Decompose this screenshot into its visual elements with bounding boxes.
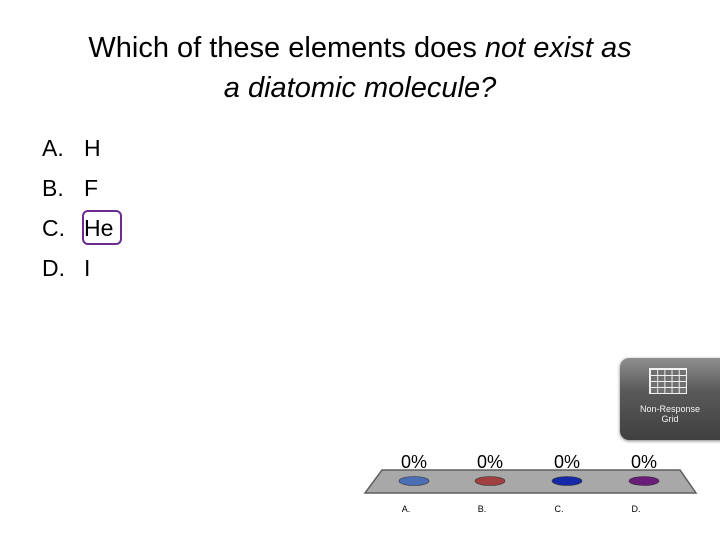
answer-letter: D. [42,255,65,281]
answer-letter: B. [42,175,64,201]
non-response-grid-label-line-2: Grid [661,414,679,424]
answer-text: I [84,255,91,281]
data-label-3: 0% [553,452,581,472]
bar-base-3 [552,477,582,486]
bar-base-1 [399,477,429,486]
non-response-grid-label-line-1: Non-Response [639,404,701,414]
bar-base-2 [475,477,505,486]
category-label-4: D. [631,504,641,514]
question-line-1-italic: not exist as [484,32,632,64]
category-label-2: B. [477,504,487,514]
answer-text: He [84,215,114,241]
answer-letter: A. [42,135,64,161]
data-label-2: 0% [476,452,504,472]
answer-letter: C. [42,215,65,241]
category-label-3: C. [554,504,564,514]
data-label-4: 0% [630,452,658,472]
question-line-2-italic: a diatomic molecule? [223,72,497,104]
category-label-1: A. [401,504,411,514]
answer-text: H [84,135,101,161]
data-label-1: 0% [400,452,428,472]
bar-base-4 [629,477,659,486]
question-line-1-plain: Which of these elements does [88,32,485,64]
answer-text: F [84,175,99,201]
